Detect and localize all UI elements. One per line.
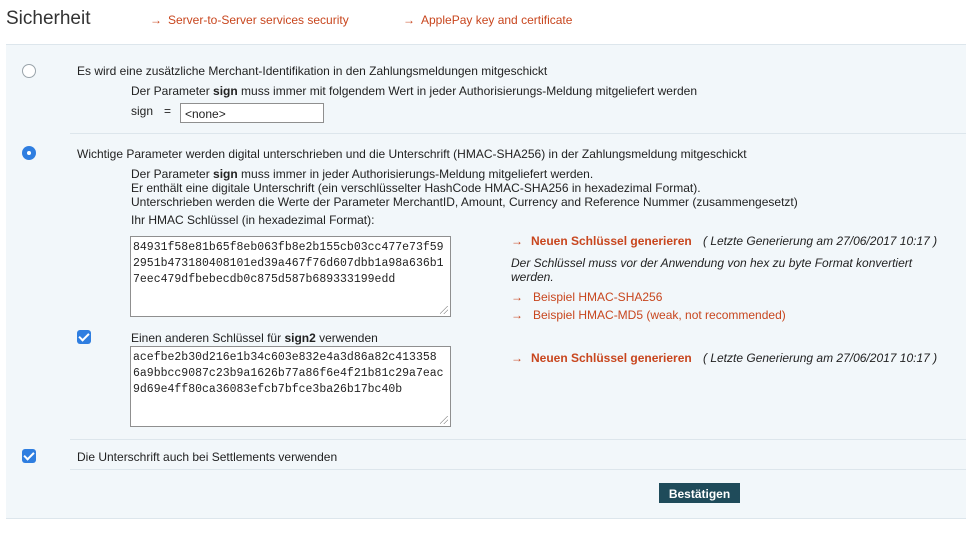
confirm-button[interactable]: Bestätigen [659,483,740,503]
arrow-right-icon: → [403,13,415,27]
resize-handle-icon[interactable] [440,306,448,314]
arrow-right-icon: → [511,308,523,322]
sign2-last-generation-text: ( Letzte Generierung am 27/06/2017 10:17 ) [703,351,938,365]
sign-value-input[interactable]: <none> [180,103,324,123]
option-merchant-id-description: Der Parameter sign muss immer mit folgendem Wert in jeder Authorisierungs-Meldung mitgeliefert werden [131,84,698,98]
applepay-link[interactable] [403,13,572,27]
example-hmac-md5-label: Beispiel HMAC-MD5 (weak, not recommended) [533,308,786,322]
sign2-key-line: 6a9bbcc9087c23b9a1626b77a86f6e4f21b81c29a7eac [133,367,444,380]
example-hmac-md5-link[interactable] [511,308,786,322]
option-hmac-label: Wichtige Parameter werden digital unterschrieben und die Unterschrift (HMAC-SHA256) in der Zahlungsmeldung mitgeschickt [77,147,747,161]
last-generation-text: ( Letzte Generierung am 27/06/2017 10:17 ) [703,234,938,248]
arrow-right-icon: → [150,13,162,27]
hmac-key-line: 7eec479dfbebecdb0c875d587b689333199edd [133,273,396,286]
server-security-link[interactable] [150,13,349,27]
example-hmac-sha256-link[interactable] [511,290,662,304]
divider [70,133,966,134]
settlements-checkbox[interactable] [22,449,36,463]
option-hmac-description-2: Er enthält eine digitale Unterschrift (ein verschlüsselter HashCode HMAC-SHA256 in hexadezimal Format). [131,181,701,195]
divider [70,439,966,440]
sign2-key-line: acefbe2b30d216e1b34c603e832e4a3d86a82c413358 [133,351,437,364]
resize-handle-icon[interactable] [440,416,448,424]
settlements-label: Die Unterschrift auch bei Settlements verwenden [77,450,338,464]
arrow-right-icon: → [511,351,523,365]
key-conversion-note: Der Schlüssel muss vor der Anwendung von hex zu byte Format konvertiert werden. [511,256,913,284]
generate-key-link-label: Neuen Schlüssel generieren [531,234,692,248]
option-hmac-description-3: Unterschrieben werden die Werte der Parameter MerchantID, Amount, Currency and Reference Nummer (zusammengesetzt) [131,195,798,209]
applepay-link-label: ApplePay key and certificate [421,13,573,27]
arrow-right-icon: → [511,234,523,248]
hmac-key-textarea[interactable] [130,236,451,317]
sign2-key-line: 9d69e4ff80ca36083efcb7bfce3ba26b17bc40b [133,383,403,396]
option-merchant-id-radio[interactable] [22,64,36,78]
option-hmac-radio[interactable] [22,146,36,160]
divider [70,469,966,470]
sign-field-label: sign [131,104,154,118]
hmac-key-line: 84931f58e81b65f8eb063fb8e2b155cb03cc477e73f59 [133,241,444,254]
equals-sign: = [164,104,172,118]
sign2-label: Einen anderen Schlüssel für sign2 verwenden [131,331,378,345]
example-hmac-sha256-label: Beispiel HMAC-SHA256 [533,290,663,304]
sign2-key-textarea[interactable] [130,346,451,427]
sign2-checkbox[interactable] [77,330,91,344]
hmac-key-label: Ihr HMAC Schlüssel (in hexadezimal Format): [131,213,375,227]
option-merchant-id-label: Es wird eine zusätzliche Merchant-Identifikation in den Zahlungsmeldungen mitgeschickt [77,64,548,78]
option-hmac-description-1: Der Parameter sign muss immer in jeder Authorisierungs-Meldung mitgeliefert werden. [131,167,594,181]
generate-sign2-key-link-label: Neuen Schlüssel generieren [531,351,692,365]
hmac-key-line: 2951b473180408101ed39a467f76d607dbb1a98a636b1 [133,257,444,270]
page-title: Sicherheit [6,8,91,29]
arrow-right-icon: → [511,290,523,304]
server-security-link-label: Server-to-Server services security [168,13,349,27]
generate-key-link[interactable] [511,234,692,248]
generate-sign2-key-link[interactable] [511,351,692,365]
